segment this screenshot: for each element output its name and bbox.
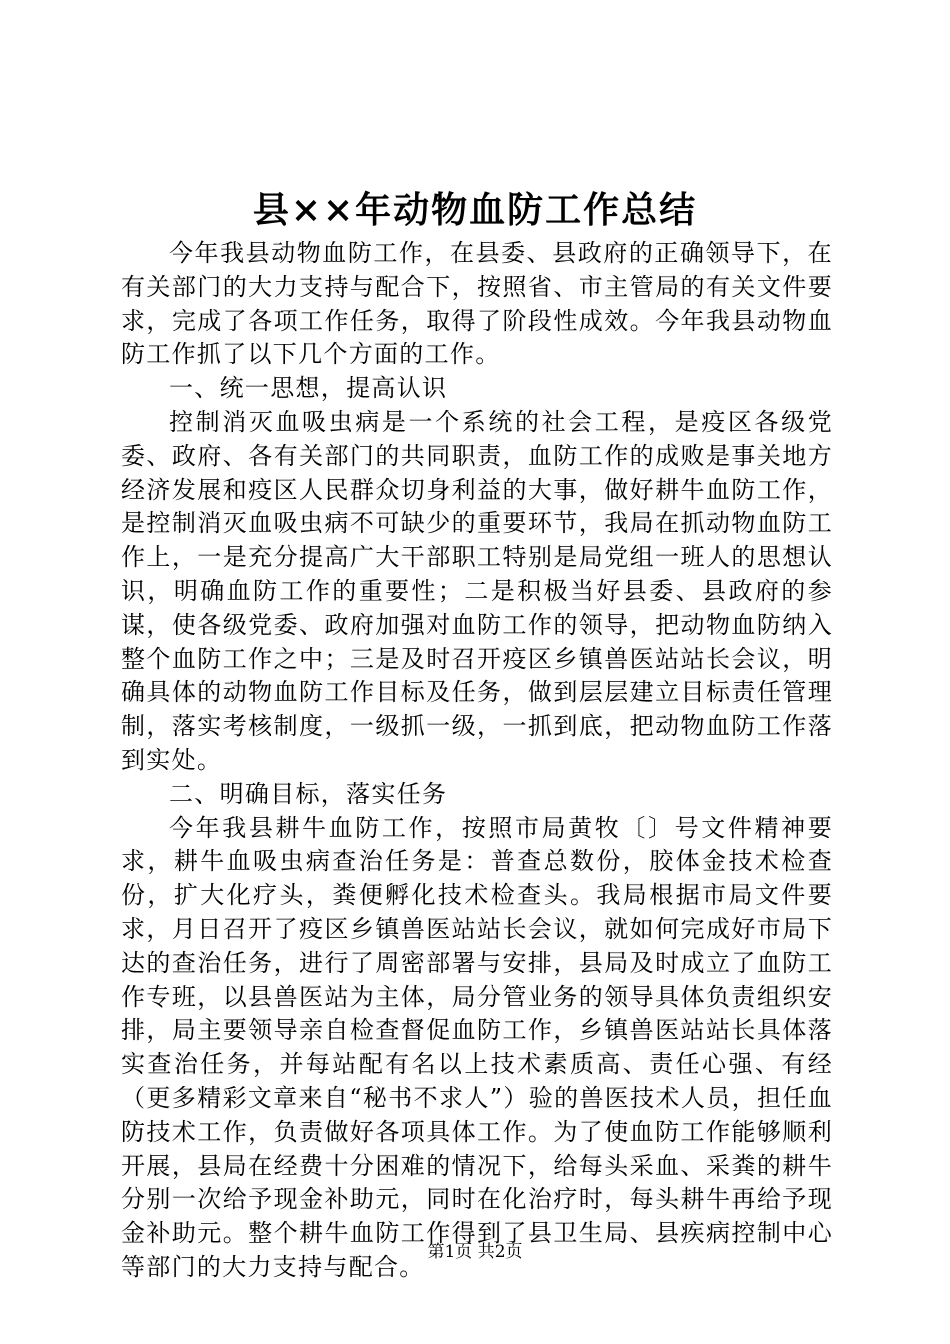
intro-paragraph: 今年我县动物血防工作，在县委、县政府的正确领导下，在有关部门的大力支持与配合下，按照省、市主管局的有关文件要求，完成了各项工作任务，取得了阶段性成效。今年我县动物血防工作抓了以下几个方面的工作。 (121, 239, 833, 369)
section-2-paragraph: 今年我县耕牛血防工作，按照市局黄牧〔〕号文件精神要求，耕牛血吸虫病查治任务是：普查总数份，胶体金技术检查份，扩大化疗头，粪便孵化技术检查头。我局根据市局文件要求，月日召开了疫区乡镇兽医站站长会议，就如何完成好市局下达的查治任务，进行了周密部署与安排，县局及时成立了血防工作专班，以县兽医站为主体，局分管业务的领导具体负责组织安排，局主要领导亲自检查督促血防工作，乡镇兽医站站长具体落实查治任务，并每站配有名以上技术素质高、责任心强、有经（更多精彩文章来自“秘书不求人”）验的兽医技术人员，担任血防技术工作，负责做好各项具体工作。为了使血防工作能够顺利开展，县局在经费十分困难的情况下，给每头采血、采粪的耕牛分别一次给予现金补助元，同时在化治疗时，每头耕牛再给予现金补助元。整个耕牛血防工作得到了县卫生局、县疾病控制中心等部门的大力支持与配合。 (121, 813, 833, 1281)
page-footer: 第1页 共2页 (427, 1242, 523, 1262)
document-body (121, 237, 833, 1285)
section-1-paragraph: 控制消灭血吸虫病是一个系统的社会工程，是疫区各级党委、政府、各有关部门的共同职责，血防工作的成败是事关地方经济发展和疫区人民群众切身利益的大事，做好耕牛血防工作，是控制消灭血吸虫病不可缺少的重要环节，我局在抓动物血防工作上，一是充分提高广大干部职工特别是局党组一班人的思想认识，明确血防工作的重要性；二是积极当好县委、县政府的参谋，使各级党委、政府加强对血防工作的领导，把动物血防纳入整个血防工作之中；三是及时召开疫区乡镇兽医站站长会议，明确具体的动物血防工作目标及任务，做到层层建立目标责任管理制，落实考核制度，一级抓一级，一抓到底，把动物血防工作落到实处。 (121, 407, 833, 774)
document-title: 县××年动物血防工作总结 (252, 189, 698, 231)
section-heading-2: 二、明确目标，落实任务 (169, 779, 448, 808)
section-heading-1: 一、统一思想，提高认识 (169, 374, 448, 403)
